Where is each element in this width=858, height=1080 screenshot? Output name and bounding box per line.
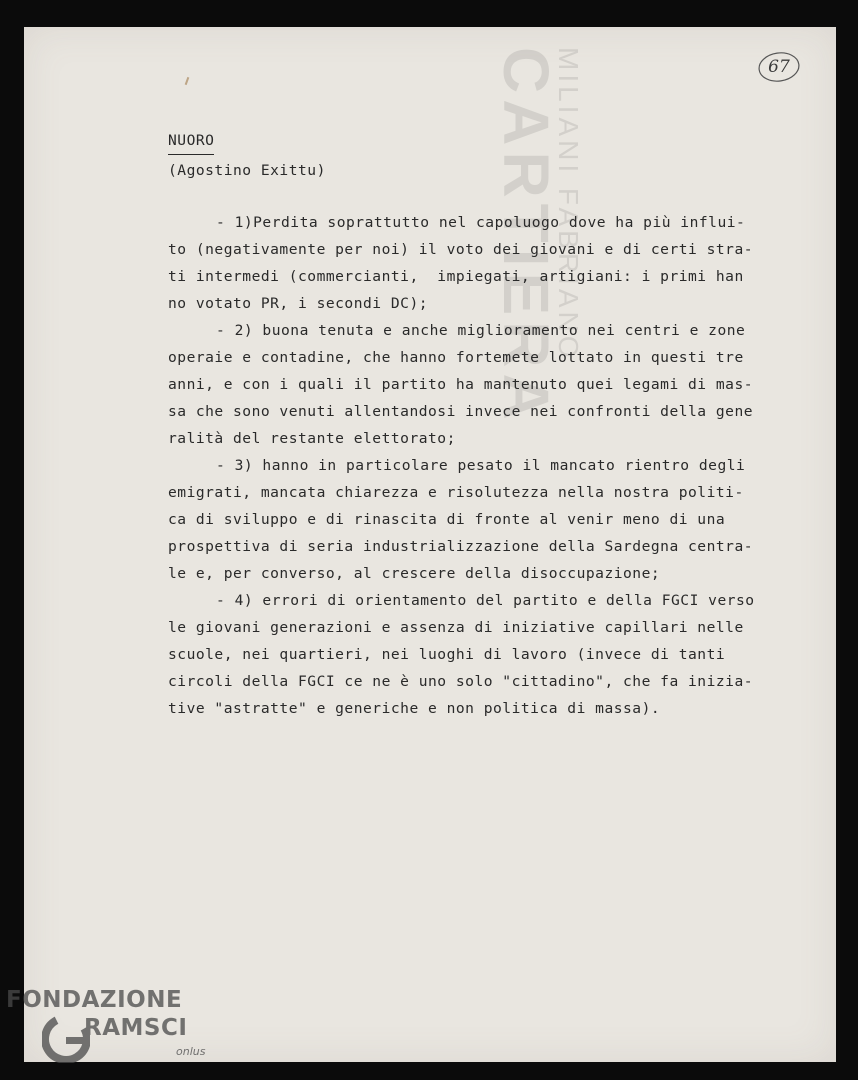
document-line: - 4) errori di orientamento del partito e della FGCI verso bbox=[216, 592, 755, 609]
logo-text-line2: RAMSCI bbox=[84, 1015, 188, 1041]
page-number: 67 bbox=[768, 57, 790, 77]
document-body bbox=[168, 127, 768, 722]
fondazione-gramsci-logo bbox=[6, 985, 216, 1075]
svg-text:MILIANI FABRIANO: MILIANI FABRIANO bbox=[553, 47, 584, 362]
logo-subtext: onlus bbox=[176, 1045, 206, 1058]
document-heading: NUORO bbox=[168, 127, 214, 155]
document-line: - 2) buona tenuta e anche miglioramento nei centri e zone bbox=[216, 322, 746, 339]
document-line: anni, e con i quali il partito ha mantenuto quei legami di mas- bbox=[168, 376, 754, 393]
document-line: ralità del restante elettorato; bbox=[168, 430, 456, 447]
document-line: - 3) hanno in particolare pesato il mancato rientro degli bbox=[216, 457, 746, 474]
document-line: no votato PR, i secondi DC); bbox=[168, 295, 429, 312]
document-line: - 1)Perdita soprattutto nel capoluogo dove ha più influi- bbox=[216, 214, 746, 231]
document-line: circoli della FGCI ce ne è uno solo "cittadino", che fa inizia- bbox=[168, 673, 754, 690]
document-line: operaie e contadine, che hanno fortemete lottato in questi tre bbox=[168, 349, 744, 366]
paper-mark bbox=[185, 77, 190, 85]
document-line: tive "astratte" e generiche e non politica di massa). bbox=[168, 700, 661, 717]
page-number-stamp bbox=[757, 51, 801, 83]
document-paragraphs bbox=[168, 209, 768, 722]
document-line: le giovani generazioni e assenza di iniziative capillari nelle bbox=[168, 619, 744, 636]
document-line: to (negativamente per noi) il voto dei giovani e di certi stra- bbox=[168, 241, 754, 258]
document-line: ti intermedi (commercianti, impiegati, artigiani: i primi han bbox=[168, 268, 744, 285]
document-line: ca di sviluppo e di rinascita di fronte al venir meno di una bbox=[168, 511, 726, 528]
document-author: (Agostino Exittu) bbox=[168, 162, 326, 179]
document-line: scuole, nei quartieri, nei luoghi di lavoro (invece di tanti bbox=[168, 646, 726, 663]
logo-text-line1: FONDAZIONE bbox=[6, 987, 183, 1013]
paper-sheet bbox=[24, 27, 836, 1062]
svg-text:CARTIERA: CARTIERA bbox=[490, 47, 562, 426]
document-line: le e, per converso, al crescere della disoccupazione; bbox=[168, 565, 661, 582]
document-line: emigrati, mancata chiarezza e risolutezza nella nostra politi- bbox=[168, 484, 744, 501]
document-line: prospettiva di seria industrializzazione della Sardegna centra- bbox=[168, 538, 754, 555]
document-line: sa che sono venuti allentandosi invece nei confronti della gene bbox=[168, 403, 754, 420]
logo-g-icon bbox=[42, 1013, 90, 1063]
